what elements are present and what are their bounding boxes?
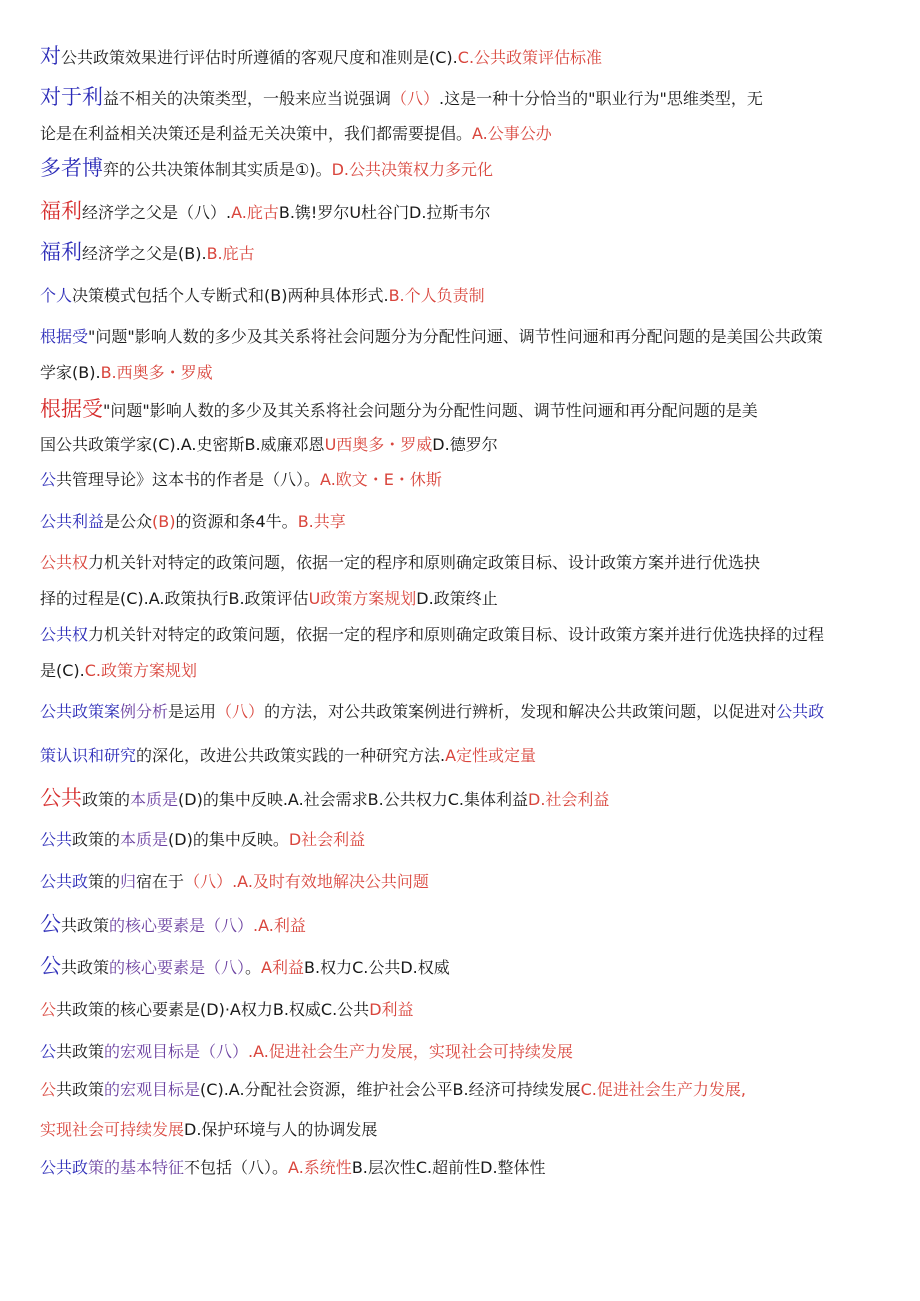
text-segment: （八） <box>216 702 265 721</box>
text-segment: 福利 <box>40 240 82 264</box>
text-segment: 择的过程是(C).A.政策执行B.政策评估 <box>40 589 309 608</box>
text-segment: 经济学之父是(B). <box>82 244 207 263</box>
text-segment: 公共政 <box>776 702 825 721</box>
text-segment: 决策模式包括个人专断式和(B)两种具体形式. <box>72 286 389 305</box>
text-line <box>40 156 493 182</box>
text-line <box>40 397 758 423</box>
text-segment: A.系统性 <box>288 1158 352 1177</box>
text-segment: 学家(B). <box>40 363 101 382</box>
text-segment: 共管理导论》这本书的作者是（八）。 <box>56 470 321 489</box>
text-segment: 福利 <box>40 199 82 223</box>
text-segment: 的资源和条4牛。 <box>175 512 298 531</box>
text-segment: 对于利 <box>40 85 103 109</box>
text-segment: "问题"影响人数的多少及其关系将社会问题分为分配性问题、调节性问逦和再分配问题的是美 <box>103 401 758 420</box>
text-line <box>40 433 498 457</box>
text-line <box>40 623 824 647</box>
text-line <box>40 325 823 349</box>
text-segment: 共政策 <box>56 1080 105 1099</box>
text-segment: (C).A.分配社会资源，维护社会公平B.经济可持续发展 <box>200 1080 581 1099</box>
text-segment: C.政策方案规划 <box>84 661 198 680</box>
text-segment: C.公共政策评估标准 <box>457 48 603 67</box>
text-segment: 是公众 <box>104 512 153 531</box>
text-segment: 本质是 <box>120 830 169 849</box>
text-segment: C.促进社会生产力发展, <box>580 1080 746 1099</box>
text-segment: B.个人负责制 <box>388 286 485 305</box>
text-segment: 公 <box>40 470 57 489</box>
text-line <box>40 870 429 894</box>
text-segment: 的方法，对公共政策案例进行辨析，发现和解决公共政策问题，以促进对 <box>264 702 777 721</box>
text-segment: 公 <box>40 1000 57 1019</box>
text-segment: D社会利益 <box>288 830 366 849</box>
text-segment: .这是一种十分恰当的"职业行为"思维类型，无 <box>439 89 763 108</box>
text-segment: A.公事公办 <box>472 124 552 143</box>
text-segment: 多者博 <box>40 156 103 180</box>
text-segment: 对 <box>40 44 61 68</box>
text-segment: D.德罗尔 <box>432 435 498 454</box>
text-segment: 的深化，改进公共政策实践的一种研究方法. <box>136 746 446 765</box>
text-segment: 果进行评估时所遵循的客观尺度和准则是(C). <box>141 48 458 67</box>
text-segment: U政策方案规划 <box>308 589 417 608</box>
text-line <box>40 954 450 980</box>
text-segment: A.欧文・E・休斯 <box>320 470 442 489</box>
text-segment: 的核心要素是（八） <box>109 958 246 977</box>
text-segment: 公共 <box>40 786 82 810</box>
text-segment: 公共权 <box>40 553 89 572</box>
text-line <box>40 587 498 611</box>
text-segment: A定性或定量 <box>445 746 537 765</box>
text-segment: 。 <box>245 958 262 977</box>
text-line <box>40 659 197 683</box>
text-segment: 共政策 <box>61 916 110 935</box>
text-segment: D.公共决策权力多元化 <box>331 160 494 179</box>
text-line <box>40 240 255 266</box>
text-line <box>40 1156 546 1180</box>
text-segment: 共政策 <box>61 958 110 977</box>
text-segment: 公共利益 <box>40 512 105 531</box>
text-segment: 政策的 <box>72 830 121 849</box>
text-segment: 力机关针对特定的政策问题，依据一定的程序和原则确定政策目标、设计政策方案并进行优选抉 <box>88 553 761 572</box>
text-segment: 个人 <box>40 286 73 305</box>
text-segment: 公共政 <box>40 1158 89 1177</box>
text-line <box>40 744 536 768</box>
text-segment: 公 <box>40 912 61 936</box>
text-segment: 本质是 <box>130 790 179 809</box>
text-line <box>40 85 763 111</box>
text-segment: .A.促进社会生产力发展，实现社会可持续发展 <box>248 1042 573 1061</box>
text-segment: 例分析 <box>120 702 169 721</box>
text-line <box>40 510 346 534</box>
text-segment: 共政策 <box>56 1042 105 1061</box>
text-segment: B.镌!罗尔U杜谷门D.拉斯韦尔 <box>278 203 491 222</box>
text-segment: 公共 <box>40 830 73 849</box>
text-line <box>40 828 365 852</box>
text-segment: 经济学之父是（八）. <box>82 203 232 222</box>
text-segment: （八）.A.及时有效地解决公共问题 <box>184 872 429 891</box>
text-segment: D利益 <box>369 1000 414 1019</box>
text-segment: 公共政策案 <box>40 702 121 721</box>
text-segment: 实现社会可持续发展 <box>40 1120 185 1139</box>
text-segment: 公共政 <box>40 872 89 891</box>
text-segment: D.保护环境与人的协调发展 <box>184 1120 378 1139</box>
text-segment: 的宏观目标是 <box>104 1080 201 1099</box>
text-segment: D.政策终止 <box>416 589 498 608</box>
text-segment: 政策的 <box>82 790 131 809</box>
text-segment: 根据受 <box>40 397 103 421</box>
text-segment: 公 <box>40 954 61 978</box>
text-segment: 策的 <box>88 872 121 891</box>
text-line <box>40 361 213 385</box>
text-segment: 的核心要素是（八） <box>109 916 254 935</box>
text-segment: (D)的集中反映。 <box>168 830 289 849</box>
text-segment: 弈的公共决策体制其实质是①)。 <box>103 160 332 179</box>
text-line <box>40 44 602 70</box>
text-segment: 归 <box>120 872 137 891</box>
text-segment: 不包括（八）。 <box>184 1158 289 1177</box>
text-line <box>40 912 306 938</box>
text-segment: (B) <box>152 512 176 531</box>
text-segment: 共政策的核心要素是(D)·A权力B.权威C.公共 <box>56 1000 370 1019</box>
text-segment: 公共政策效 <box>61 48 142 67</box>
text-segment: 根据受 <box>40 327 89 346</box>
text-segment: 论是在利益相关决策还是利益无关决策中，我们都需要提倡。 <box>40 124 473 143</box>
text-line <box>40 199 490 225</box>
text-segment: B.层次性C.超前性D.整体性 <box>351 1158 546 1177</box>
text-segment: B.共享 <box>297 512 346 531</box>
text-segment: B.庇古 <box>206 244 255 263</box>
text-line <box>40 998 414 1022</box>
text-line <box>40 1078 746 1102</box>
text-line <box>40 284 485 308</box>
text-segment: .A.利益 <box>253 916 306 935</box>
text-segment: 公 <box>40 1042 57 1061</box>
text-line <box>40 1040 573 1064</box>
text-segment: 的宏观目标是（八） <box>104 1042 249 1061</box>
text-segment: （八） <box>391 89 440 108</box>
text-segment: 策认识和研究 <box>40 746 137 765</box>
text-segment: D.社会利益 <box>528 790 610 809</box>
text-segment: 公 <box>40 1080 57 1099</box>
text-segment: B.西奥多・罗威 <box>100 363 213 382</box>
text-segment: "问题"影响人数的多少及其关系将社会问题分为分配性问逦、调节性问逦和再分配问题的是美国公共政策 <box>88 327 823 346</box>
text-segment: B.权力C.公共D.权威 <box>304 958 450 977</box>
text-line <box>40 1118 377 1142</box>
text-line <box>40 122 552 146</box>
text-line <box>40 468 442 492</box>
text-segment: 策的基本特征 <box>88 1158 185 1177</box>
text-segment: A利益 <box>261 958 304 977</box>
text-segment: (D)的集中反映.A.社会需求B.公共权力C.集体利益 <box>178 790 528 809</box>
text-segment: 是运用 <box>168 702 217 721</box>
text-segment: 宿在于 <box>136 872 185 891</box>
text-segment: 益不相关的决策类型，一般来应当说强调 <box>103 89 392 108</box>
text-segment: 是(C). <box>40 661 85 680</box>
text-segment: 国公共政策学家(C).A.史密斯B.威廉邓恩 <box>40 435 325 454</box>
text-line <box>40 551 760 575</box>
text-segment: 公共权 <box>40 625 89 644</box>
text-segment: 力机关针对特定的政策问题，依据一定的程序和原则确定政策目标、设计政策方案并进行优选抉择的过程 <box>88 625 825 644</box>
text-segment: A.庇古 <box>231 203 279 222</box>
text-line <box>40 786 609 812</box>
text-line <box>40 700 824 724</box>
text-segment: U西奥多・罗威 <box>324 435 433 454</box>
